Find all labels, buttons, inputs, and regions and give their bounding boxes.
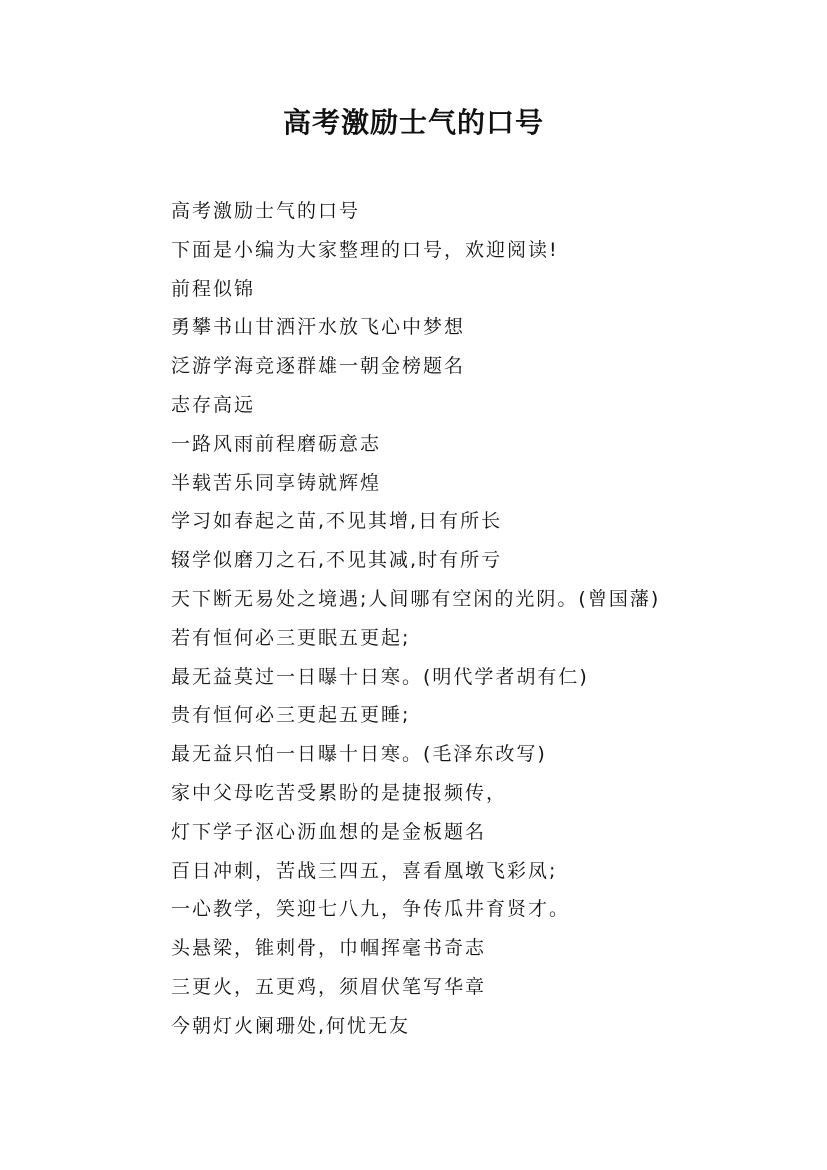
- text-line: 志存高远: [171, 393, 256, 416]
- text-line: 三更火，五更鸡，须眉伏笔写华章: [171, 975, 487, 998]
- text-line: 天下断无易处之境遇;人间哪有空闲的光阴。(曾国藩): [171, 587, 661, 610]
- text-line: 一心教学，笑迎七八九，争传瓜井育贤才。: [171, 898, 571, 921]
- text-line: 勇攀书山甘洒汗水放飞心中梦想: [171, 316, 466, 339]
- text-line: 百日冲刺，苦战三四五，喜看凰墩飞彩凤;: [171, 859, 558, 882]
- text-line: 贵有恒何必三更起五更睡;: [171, 704, 411, 727]
- text-line: 头悬梁，锥刺骨，巾帼挥毫书奇志: [171, 937, 487, 960]
- text-line: 今朝灯火阑珊处,何忧无友: [171, 1014, 411, 1037]
- text-line: 家中父母吃苦受累盼的是捷报频传，: [171, 781, 508, 804]
- text-line: 最无益莫过一日曝十日寒。(明代学者胡有仁): [171, 665, 589, 688]
- text-line: 前程似锦: [171, 277, 256, 300]
- text-line: 一路风雨前程磨砺意志: [171, 432, 382, 455]
- text-line: 半载苦乐同享铸就辉煌: [171, 471, 382, 494]
- text-line: 灯下学子沤心沥血想的是金板题名: [171, 820, 487, 843]
- text-line: 下面是小编为大家整理的口号，欢迎阅读!: [171, 238, 559, 261]
- text-line: 最无益只怕一日曝十日寒。(毛泽东改写): [171, 743, 547, 766]
- text-line: 泛游学海竞逐群雄一朝金榜题名: [171, 355, 466, 378]
- text-line: 学习如春起之苗,不见其增,日有所长: [171, 510, 503, 533]
- page-title: 高考激励士气的口号: [282, 106, 544, 139]
- text-line: 辍学似磨刀之石,不见其减,时有所亏: [171, 549, 503, 572]
- text-line: 高考激励士气的口号: [171, 200, 361, 222]
- document-body: [171, 192, 791, 1046]
- text-line: 若有恒何必三更眠五更起;: [171, 626, 411, 649]
